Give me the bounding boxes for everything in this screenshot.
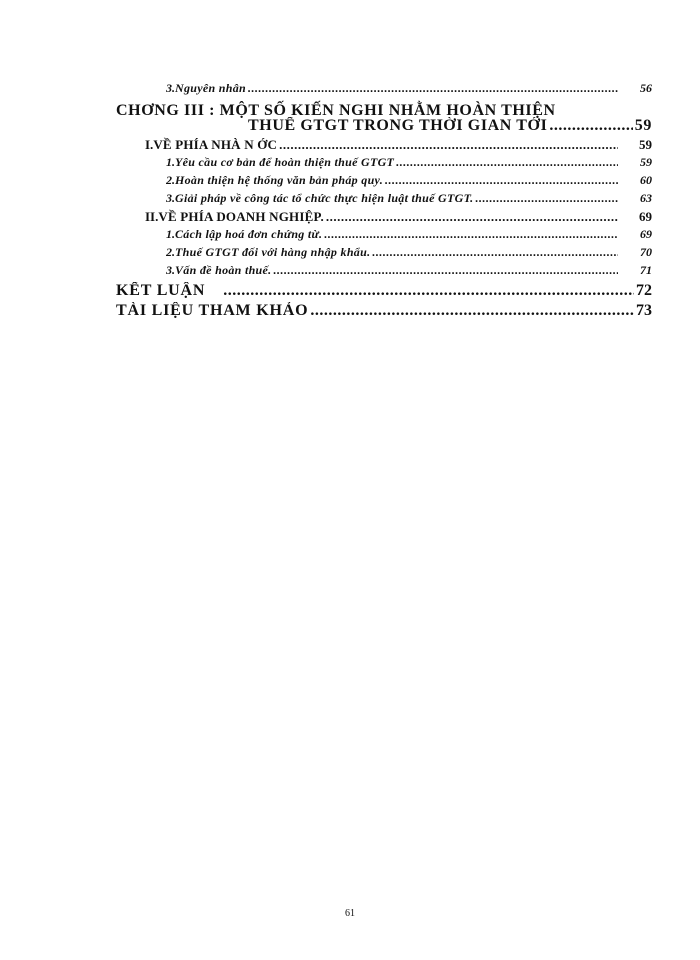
toc-entry-page: 59: [640, 155, 652, 169]
toc-entry-giai-phap[interactable]: [166, 191, 652, 206]
toc-section-nha-nuoc[interactable]: [145, 137, 652, 153]
dot-leader: [223, 282, 634, 300]
toc-entry-label: Yêu cầu cơ bản để hoàn thiện thuế GTGT: [175, 155, 395, 169]
dot-leader: [549, 117, 632, 135]
toc-entry-number: 3.: [166, 191, 175, 205]
toc-entry-label: Vấn đề hoàn thuế.: [175, 263, 272, 277]
toc-entry-nhap-khau[interactable]: [166, 245, 652, 260]
toc-section-number: II.: [145, 209, 159, 224]
toc-section-number: I.: [145, 137, 154, 152]
toc-section-label: VỀ PHÍA NHÀ N ỚC: [153, 137, 278, 152]
toc-entry-label: Giải pháp về công tác tổ chức thực hiện luật thuế GTGT.: [175, 191, 474, 205]
toc-entry-hoa-don[interactable]: [166, 227, 652, 242]
toc-entry-number: 3.: [166, 263, 175, 277]
toc-section-label: VỀ PHÍA DOANH NGHIỆP.: [158, 209, 324, 224]
dot-leader: [248, 81, 618, 96]
toc-entry-label: TÀI LIỆU THAM KHẢO: [116, 302, 309, 319]
toc-entry-yeu-cau[interactable]: [166, 155, 652, 170]
toc-entry-page: 71: [640, 263, 652, 277]
toc-entry-page: 70: [640, 245, 652, 259]
toc-entry-label: Hoàn thiện hệ thống văn bản pháp quy.: [175, 173, 384, 187]
page-number: 61: [345, 908, 355, 919]
dot-leader: [279, 137, 618, 153]
dot-leader: [324, 227, 618, 242]
toc-entry-label: Nguyên nhân: [175, 81, 246, 95]
toc-entry-page: 69: [640, 227, 652, 241]
toc-entry-tai-lieu[interactable]: [116, 302, 652, 320]
toc-entry-page: 69: [639, 209, 652, 224]
toc-entry-van-ban-phap-quy[interactable]: [166, 173, 652, 188]
toc-entry-page: 60: [640, 173, 652, 187]
toc-entry-page: 63: [640, 191, 652, 205]
chapter-3-heading[interactable]: CHƠNG III : MỘT SỐ KIẾN NGHI NHẰM HOÀN THIỆN: [116, 102, 556, 119]
toc-entry-page: 73: [636, 302, 652, 319]
toc-entry-number: 3.: [166, 81, 175, 95]
toc-entry-hoan-thue[interactable]: [166, 263, 652, 278]
dot-leader: [396, 155, 618, 170]
toc-section-doanh-nghiep[interactable]: [145, 209, 652, 225]
dot-leader: [273, 263, 618, 278]
dot-leader: [310, 302, 634, 320]
toc-entry-nguyen-nhan[interactable]: [166, 81, 652, 96]
toc-entry-label: KẾT LUẬN: [116, 282, 206, 299]
toc-entry-number: 1.: [166, 155, 175, 169]
chapter-3-heading-continued[interactable]: [248, 117, 652, 135]
toc-entry-page: 59: [634, 117, 652, 134]
table-of-contents: [0, 0, 700, 340]
toc-entry-page: 56: [640, 81, 652, 95]
dot-leader: [372, 245, 618, 260]
dot-leader: [385, 173, 618, 188]
chapter-3-heading-line2: THUẾ GTGT TRONG THỜI GIAN TỚI: [248, 117, 548, 134]
toc-entry-label: Cách lập hoá đơn chứng từ.: [175, 227, 323, 241]
toc-entry-number: 2.: [166, 245, 175, 259]
dot-leader: [475, 191, 618, 206]
toc-entry-page: 72: [636, 282, 652, 299]
toc-entry-label: Thuế GTGT đối với hàng nhập khẩu.: [175, 245, 371, 259]
toc-entry-number: 2.: [166, 173, 175, 187]
toc-entry-ket-luan[interactable]: [116, 282, 652, 300]
toc-entry-number: 1.: [166, 227, 175, 241]
toc-entry-page: 59: [639, 137, 652, 152]
dot-leader: [326, 209, 618, 225]
